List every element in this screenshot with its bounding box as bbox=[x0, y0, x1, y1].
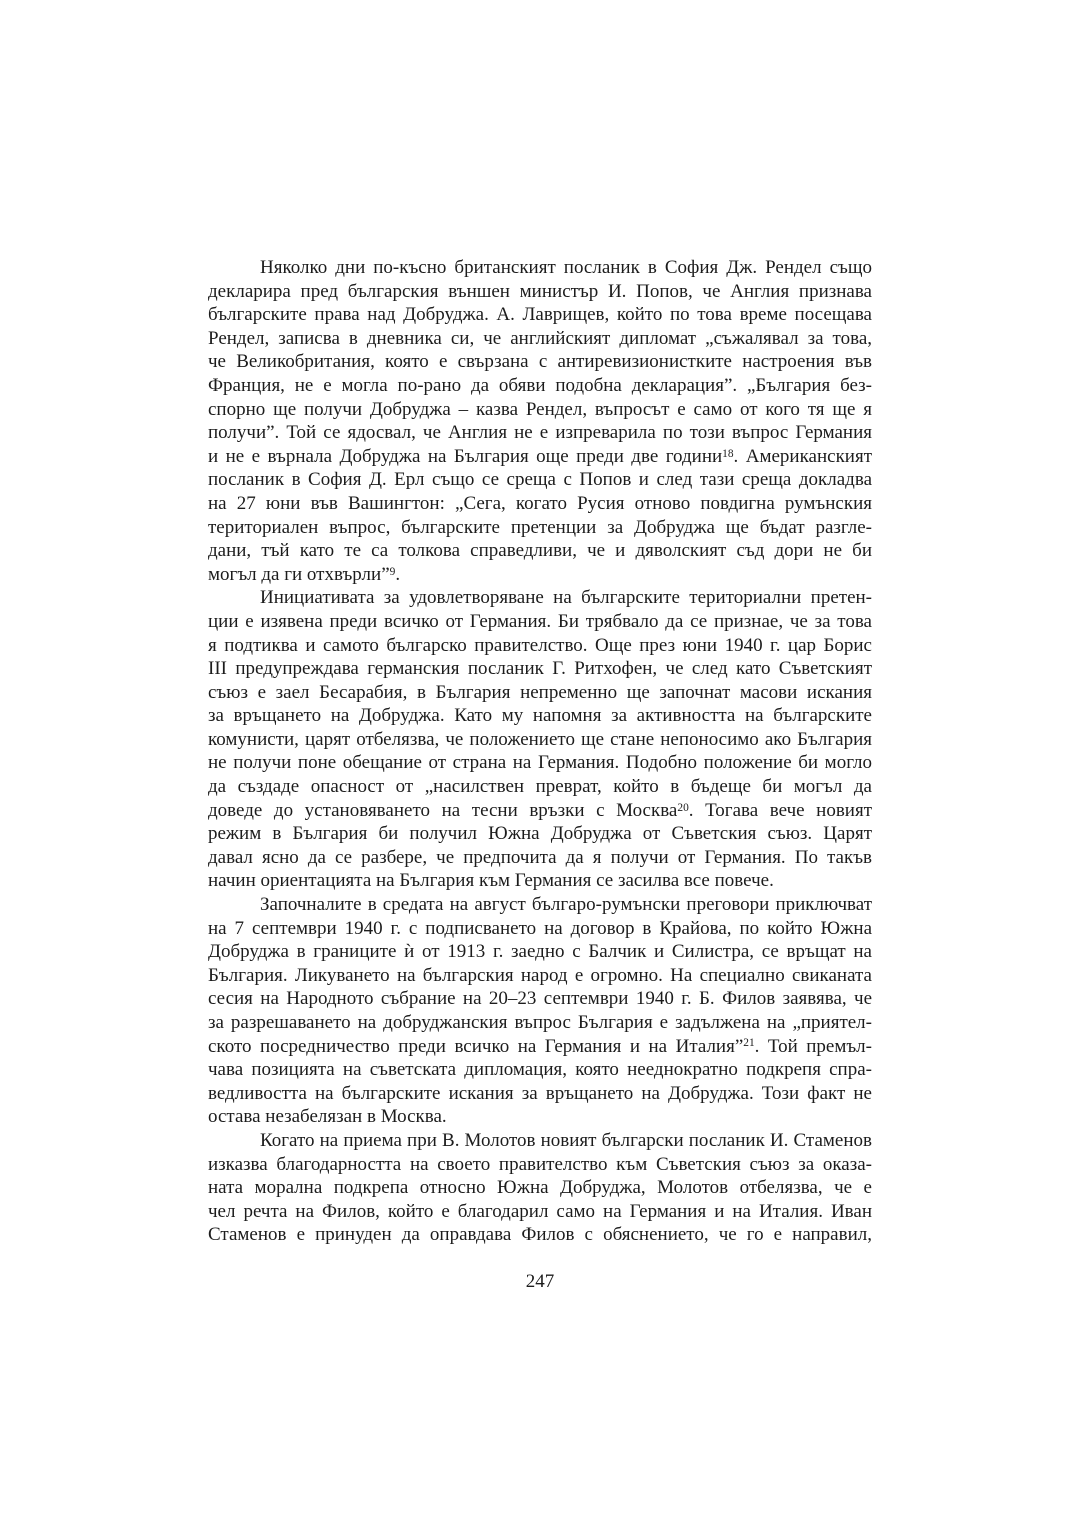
line-text: комунисти, царят отбелязва, че положението ще стане непоносимо ако България bbox=[208, 728, 872, 750]
line-text: Няколко дни по-късно британският посланик в София Дж. Рендел също bbox=[260, 257, 872, 278]
line-text: я подтиква и самото българско правителство. Още през юни 1940 г. цар Борис bbox=[208, 634, 872, 656]
text-line bbox=[208, 917, 872, 941]
text-line bbox=[208, 634, 872, 658]
line-text: сесия на Народното събрание на 20–23 септември 1940 г. Б. Филов заявява, че bbox=[208, 988, 872, 1010]
text-line bbox=[208, 940, 872, 964]
body-text bbox=[208, 256, 872, 1247]
text-line bbox=[208, 1105, 872, 1129]
page-number: 247 bbox=[525, 1271, 555, 1292]
line-text: Започналите в средата на август българо-румънски преговори приключват bbox=[260, 894, 872, 916]
text-line bbox=[208, 280, 872, 304]
footnote-ref: 9 bbox=[389, 565, 396, 578]
line-text: България. Ликуването на българския народ е огромно. На специално свиканата bbox=[208, 964, 872, 986]
paragraph bbox=[208, 586, 872, 893]
line-text: да създаде опасност от „насилствен преврат, който в бъдеще би могъл да bbox=[208, 776, 872, 798]
paragraph bbox=[208, 893, 872, 1129]
text-line bbox=[208, 681, 872, 705]
line-text: ции е изявена преди всичко от Германия. Би трябвало да се признае, че за това bbox=[208, 610, 872, 632]
line-text: . Американският bbox=[733, 445, 873, 467]
text-line bbox=[208, 445, 872, 469]
text-line bbox=[208, 1200, 872, 1224]
text-line bbox=[208, 728, 872, 752]
text-line bbox=[208, 1011, 872, 1035]
line-text: чел речта на Филов, който е благодарил само на Германия и на Италия. Иван bbox=[208, 1200, 872, 1222]
line-text: давал ясно да се разбере, че предпочита да я получи от Германия. По такъв bbox=[208, 846, 872, 868]
line-text: доведе до установяването на тесни връзки с Москва bbox=[208, 799, 678, 821]
line-text: . Той премъл- bbox=[754, 1035, 872, 1057]
text-line bbox=[208, 657, 872, 681]
line-text: III предупреждава германския посланик Г. Ритхофен, че след като Съветският bbox=[208, 658, 872, 680]
text-line bbox=[208, 610, 872, 634]
line-text: на 27 юни във Вашингтон: „Сега, когато Русия отново повдигна румънския bbox=[208, 492, 872, 514]
text-line bbox=[208, 539, 872, 563]
text-line bbox=[208, 374, 872, 398]
line-text: декларира пред българския външен министър И. Попов, че Англия признава bbox=[208, 280, 872, 302]
line-text: ведливостта на българските искания за връщането на Добруджа. Този факт не bbox=[208, 1082, 872, 1104]
line-text: ната морална подкрепа относно Южна Добруджа, Молотов отбелязва, че е bbox=[208, 1177, 872, 1199]
text-line bbox=[208, 751, 872, 775]
line-text: Инициативата за удовлетворяване на българските териториални претен- bbox=[260, 587, 872, 609]
text-line bbox=[208, 799, 872, 823]
text-line bbox=[208, 775, 872, 799]
line-text: начин ориентацията на България към Германия се засилва все повече. bbox=[208, 870, 774, 892]
line-text: . Тогава вече новият bbox=[688, 799, 872, 821]
line-text: чава позицията на съветската дипломация, която нееднократно подкрепя спра- bbox=[208, 1059, 872, 1081]
text-line bbox=[208, 822, 872, 846]
line-text: Когато на приема при В. Молотов новият български посланик И. Стаменов bbox=[260, 1129, 872, 1151]
text-line bbox=[208, 846, 872, 870]
text-line bbox=[208, 1153, 872, 1177]
line-text: българските права над Добруджа. А. Лаврищев, който по това време посещава bbox=[208, 304, 872, 326]
text-line bbox=[208, 1129, 872, 1153]
line-text: ското посредничество преди всичко на Германия и на Италия” bbox=[208, 1035, 744, 1057]
paragraph bbox=[208, 1129, 872, 1247]
paragraph bbox=[208, 256, 872, 586]
line-text: че Великобритания, която е свързана с антиревизионистките настроения във bbox=[208, 351, 872, 373]
text-line bbox=[208, 1058, 872, 1082]
footnote-ref: 21 bbox=[743, 1037, 755, 1050]
line-text: дани, тъй като те са толкова справедливи, че и дяволският съд дори не би bbox=[208, 540, 872, 562]
text-line bbox=[208, 893, 872, 917]
line-text: на 7 септември 1940 г. с подписването на договор в Крайова, по който Южна bbox=[208, 917, 872, 939]
text-line bbox=[208, 869, 872, 893]
line-text: спорно ще получи Добруджа – казва Рендел, въпросът е само от кого тя ще я bbox=[208, 398, 872, 420]
text-line bbox=[208, 468, 872, 492]
text-line bbox=[208, 303, 872, 327]
line-text: могъл да ги отхвърли” bbox=[208, 563, 390, 585]
text-line bbox=[208, 964, 872, 988]
line-text: за разрешаването на добруджанския въпрос България е задължена на „приятел- bbox=[208, 1012, 872, 1033]
line-text: не получи поне обещание от страна на Германия. Подобно положение би могло bbox=[208, 752, 872, 774]
footnote-ref: 18 bbox=[722, 447, 734, 460]
line-text: териториален въпрос, българските претенции за Добруджа ще бъдат разгле- bbox=[208, 516, 872, 538]
text-line bbox=[208, 350, 872, 374]
text-line bbox=[208, 256, 872, 280]
footnote-ref: 20 bbox=[677, 801, 689, 814]
line-text: Стаменов е принуден да оправдава Филов с обяснението, че го е направил, bbox=[208, 1224, 872, 1246]
line-text: Франция, не е могла по-рано да обяви подобна декларация”. „България без- bbox=[208, 374, 872, 396]
text-line bbox=[208, 398, 872, 422]
line-text: за връщането на Добруджа. Като му напомня за активността на българските bbox=[208, 705, 872, 727]
line-text: остава незабелязан в Москва. bbox=[208, 1106, 447, 1128]
line-text: . bbox=[395, 563, 401, 585]
text-line bbox=[208, 704, 872, 728]
text-line bbox=[208, 586, 872, 610]
text-line bbox=[208, 1082, 872, 1106]
text-line bbox=[208, 1176, 872, 1200]
text-line bbox=[208, 327, 872, 351]
line-text: получи”. Той се ядосвал, че Англия не е изпреварила по този въпрос Германия bbox=[208, 422, 872, 444]
line-text: посланик в София Д. Ерл също се среща с Попов и след тази среща докладва bbox=[208, 469, 872, 491]
line-text: и не е върнала Добруджа на България още преди две години bbox=[208, 445, 723, 467]
line-text: Добруджа в границите ѝ от 1913 г. заедно с Балчик и Силистра, се връщат на bbox=[208, 941, 872, 963]
text-line bbox=[208, 987, 872, 1011]
text-line bbox=[208, 563, 872, 587]
text-line bbox=[208, 492, 872, 516]
text-line bbox=[208, 1223, 872, 1247]
line-text: Рендел, записва в дневника си, че английският дипломат „съжалявал за това, bbox=[208, 327, 872, 349]
line-text: изказва благодарността на своето правителство към Съветския съюз за оказа- bbox=[208, 1153, 872, 1175]
line-text: режим в България би получил Южна Добруджа от Съветския съюз. Царят bbox=[208, 823, 872, 845]
text-line bbox=[208, 1035, 872, 1059]
line-text: съюз е заел Бесарабия, в България непременно ще започнат масови искания bbox=[208, 681, 872, 703]
text-line bbox=[208, 421, 872, 445]
text-line bbox=[208, 516, 872, 540]
